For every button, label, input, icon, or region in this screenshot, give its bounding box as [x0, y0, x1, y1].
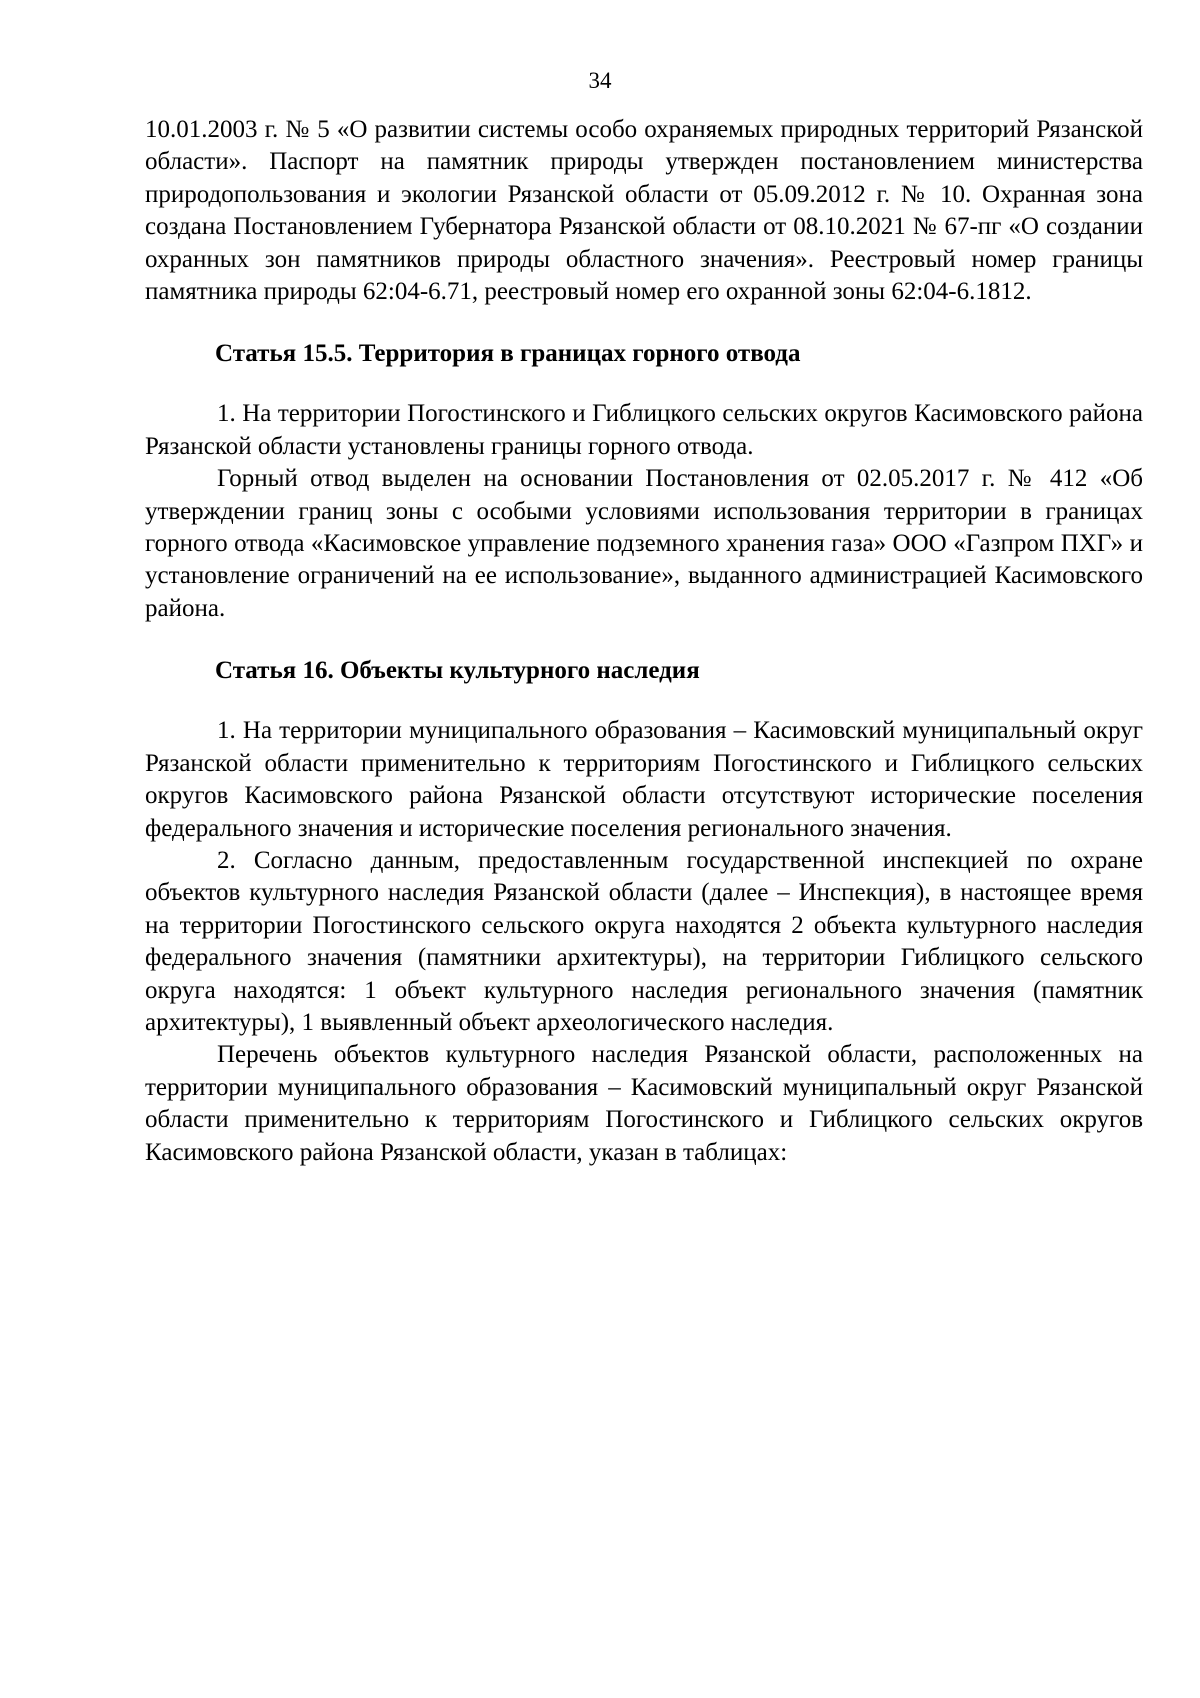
section-16-paragraph-3: Перечень объектов культурного наследия Рязанской области, расположенных на территории муниципального образования – Касимовский муниципальный округ Рязанской области применительно к территориям Погостинского и Гиблицкого сельских округов Касимовского района Рязанской области, указан в таблицах: [145, 1041, 1143, 1166]
section-15-5-paragraph-1: 1. На территории Погостинского и Гиблицкого сельских округов Касимовского района Рязанской области установлены границы горного отвода. [145, 400, 1143, 460]
page-content [145, 114, 1143, 1169]
section-16-paragraph-1: 1. На территории муниципального образования – Касимовский муниципальный округ Рязанской области применительно к территориям Погостинского и Гиблицкого сельских округов Касимовского района Рязанской области отсутствуют исторические поселения федерального значения и исторические поселения регионального значения. [145, 717, 1143, 842]
intro-paragraph: 10.01.2003 г. № 5 «О развитии системы особо охраняемых природных территорий Рязанской области». Паспорт на памятник природы утвержден постановлением министерства природопользования и экологии Рязанской области от 05.09.2012 г. № 10. Охранная зона создана Постановлением Губернатора Рязанской области от 08.10.2021 № 67-пг «О создании охранных зон памятников природы областного значения». Реестровый номер границы памятника природы 62:04-6.71, реестровый номер его охранной зоны 62:04-6.1812. [145, 116, 1143, 306]
page-number: 34 [588, 68, 612, 93]
section-15-5-paragraph-2: Горный отвод выделен на основании Постановления от 02.05.2017 г. № 412 «Об утверждении границ зоны с особыми условиями использования территории в границах горного отвода «Касимовское управление подземного хранения газа» ООО «Газпром ПХГ» и установление ограничений на ее использование», выданного администрацией Касимовского района. [145, 465, 1143, 622]
section-15-5-heading: Статья 15.5. Территория в границах горного отвода [215, 340, 801, 368]
section-16-heading: Статья 16. Объекты культурного наследия [215, 657, 700, 685]
section-16-paragraph-2: 2. Согласно данным, предоставленным государственной инспекцией по охране объектов культурного наследия Рязанской области (далее – Инспекция), в настоящее время на территории Погостинского сельского округа находятся 2 объекта культурного наследия федерального значения (памятники архитектуры), на территории Гиблицкого сельского округа находятся: 1 объект культурного наследия регионального значения (памятник архитектуры), 1 выявленный объект археологического наследия. [145, 846, 1143, 1036]
